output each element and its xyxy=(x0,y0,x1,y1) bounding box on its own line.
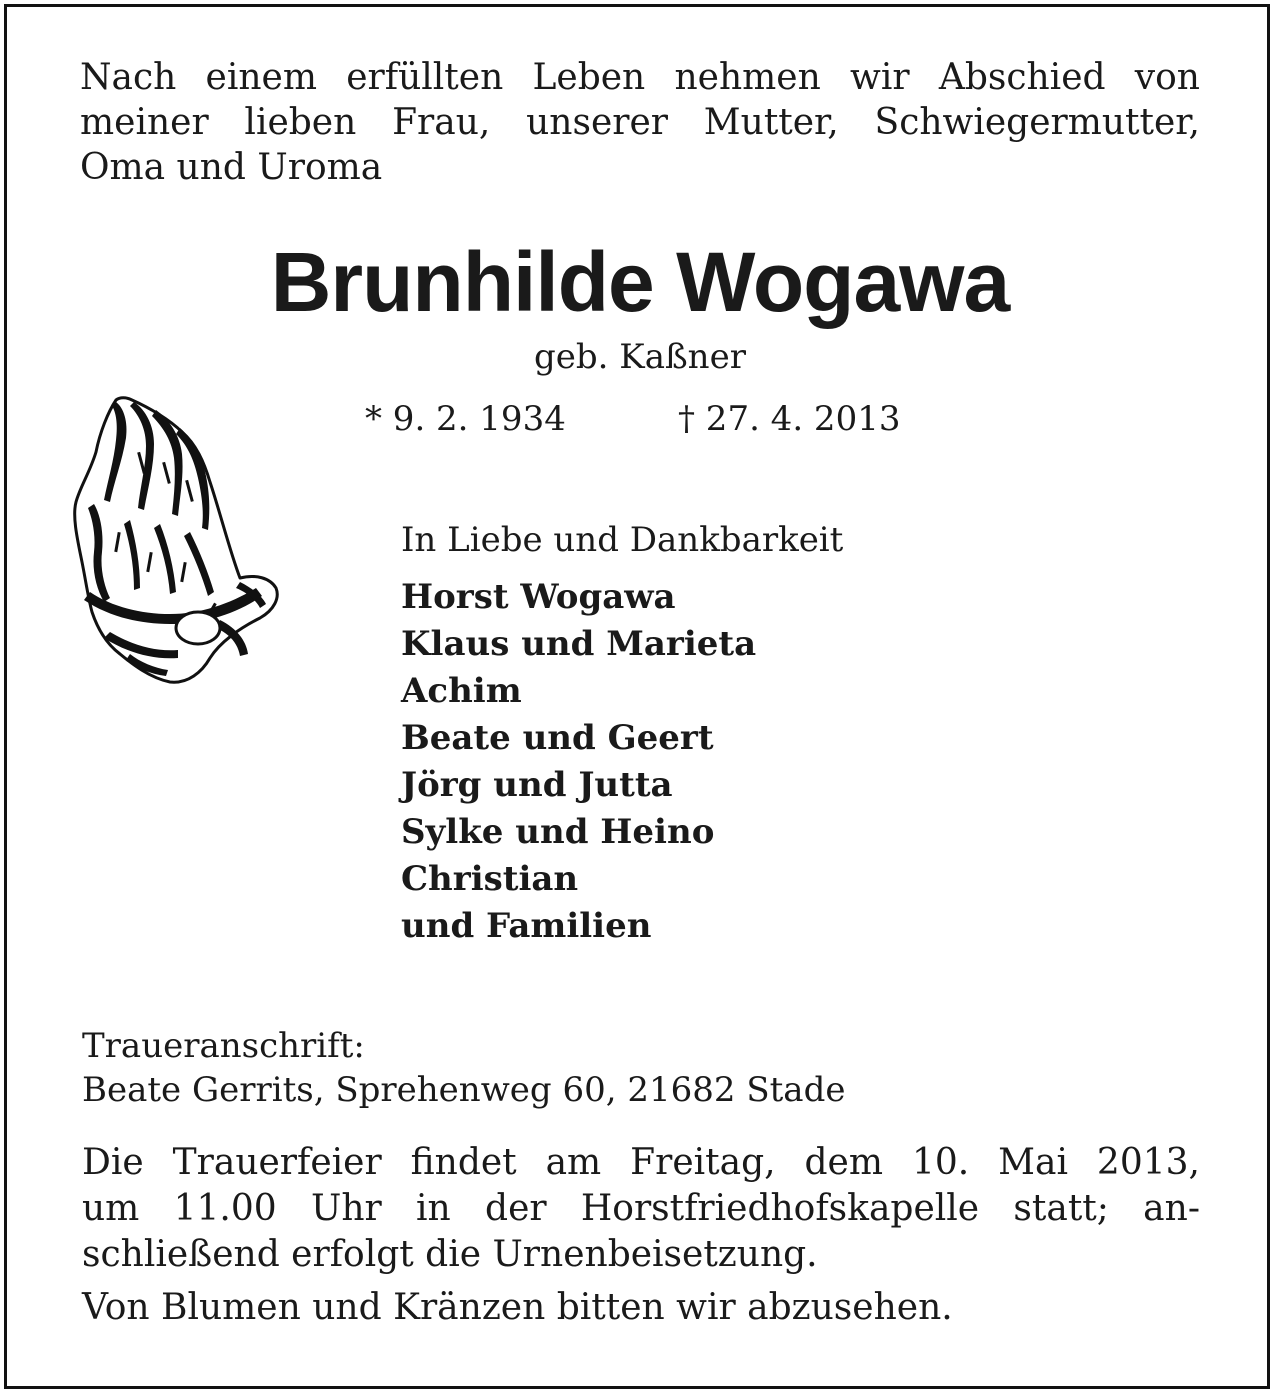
mourning-address: Beate Gerrits, Sprehenweg 60, 21682 Stade xyxy=(82,1070,846,1110)
mourner-name: Achim xyxy=(401,671,522,711)
mourner-name: Horst Wogawa xyxy=(401,577,676,617)
address-label: Traueranschrift: xyxy=(82,1026,365,1066)
mourner-name: und Familien xyxy=(401,906,652,946)
flowers-note: Von Blumen und Kränzen bitten wir abzusehen. xyxy=(82,1287,953,1328)
dedication-text: In Liebe und Dankbarkeit xyxy=(401,520,844,560)
birth-date: * 9. 2. 1934 xyxy=(365,399,566,439)
mourner-name: Christian xyxy=(401,859,579,899)
service-line: Die Trauerfeier findet am Freitag, dem 10. Mai 2013, xyxy=(82,1142,1200,1183)
mourner-name: Klaus und Marieta xyxy=(401,624,757,664)
deceased-name: Brunhilde Wogawa xyxy=(270,235,1010,329)
mourner-name: Sylke und Heino xyxy=(401,812,715,852)
intro-line: Oma und Uroma xyxy=(80,147,383,188)
death-date: † 27. 4. 2013 xyxy=(678,399,901,439)
mourner-name: Beate und Geert xyxy=(401,718,714,758)
service-details xyxy=(82,1140,1200,1278)
service-line: schließend erfolgt die Urnenbeisetzung. xyxy=(82,1234,818,1275)
intro-line: meiner lieben Frau, unserer Mutter, Schwiegermutter, xyxy=(80,102,1200,143)
mourner-name: Jörg und Jutta xyxy=(401,765,673,805)
intro-text xyxy=(80,55,1200,190)
mourners-list xyxy=(401,574,756,950)
praying-hands-icon xyxy=(70,392,282,684)
service-line: um 11.00 Uhr in der Horstfriedhofskapelle statt; an- xyxy=(82,1188,1200,1229)
birth-name: geb. Kaßner xyxy=(534,337,746,377)
intro-line: Nach einem erfüllten Leben nehmen wir Abschied von xyxy=(80,57,1200,98)
